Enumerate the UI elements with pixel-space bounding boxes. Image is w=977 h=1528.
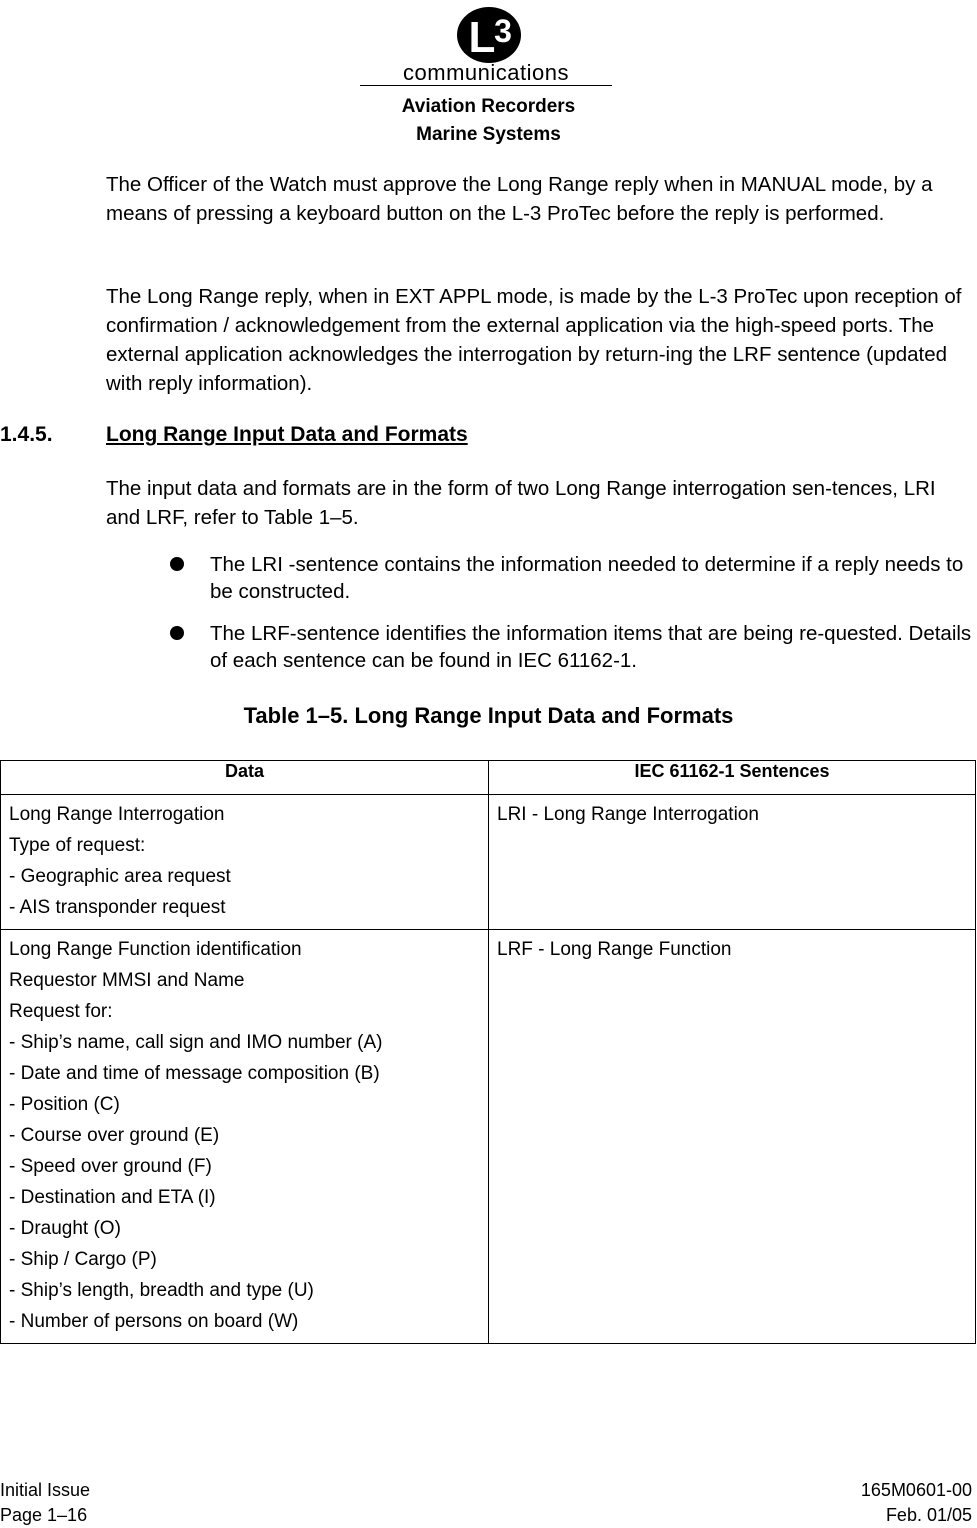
cell-line: Requestor MMSI and Name	[9, 970, 245, 991]
data-cell	[1, 795, 489, 930]
data-table	[0, 760, 976, 1344]
cell-line: LRF - Long Range Function	[497, 939, 732, 960]
footer-doc-number: 165M0601-00	[860, 1480, 972, 1500]
bullet-text: The LRF-sentence identifies the information items that are being re-quested. Details of each sentence can be found in IEC 61162-1.	[210, 622, 972, 672]
sentence-cell	[489, 930, 976, 1344]
footer-date: Feb. 01/05	[885, 1505, 972, 1525]
paragraph-manual-mode: The Officer of the Watch must approve the Long Range reply when in MANUAL mode, by a means of pressing a keyboard button on the L-3 ProTec before the reply is performed.	[106, 173, 933, 225]
header-data: Data	[1, 761, 489, 795]
logo-divider	[360, 85, 612, 86]
cell-line: - Number of persons on board (W)	[9, 1311, 299, 1332]
cell-line: Request for:	[9, 1001, 113, 1022]
cell-line: Long Range Interrogation	[9, 804, 225, 825]
cell-line: - Ship’s length, breadth and type (U)	[9, 1280, 314, 1301]
page-footer	[0, 1478, 977, 1528]
cell-line: - Position (C)	[9, 1094, 120, 1115]
cell-line: - Course over ground (E)	[9, 1125, 220, 1146]
table-header-row	[1, 761, 976, 795]
data-cell	[1, 930, 489, 1344]
paragraph-input-data: The input data and formats are in the form of two Long Range interrogation sen-tences, LRI and LRF, refer to Table 1–5.	[106, 477, 936, 529]
section-title: Long Range Input Data and Formats	[106, 423, 468, 446]
cell-line: - AIS transponder request	[9, 897, 226, 918]
paragraph-ext-appl-mode: The Long Range reply, when in EXT APPL mode, is made by the L-3 ProTec upon reception of confirmation / acknowledgement from the external application via the high-speed ports. The external application acknowledges the interrogation by return-ing the LRF sentence (updated with reply information).	[106, 285, 962, 395]
cell-line: - Draught (O)	[9, 1218, 121, 1239]
bullet-dot-icon	[170, 626, 184, 640]
l3-logo-icon	[456, 6, 522, 64]
header-line-marine: Marine Systems	[416, 124, 561, 145]
footer-page-number: Page 1–16	[0, 1505, 88, 1525]
table-row	[1, 795, 976, 930]
cell-line: Type of request:	[9, 835, 146, 856]
cell-line: Long Range Function identification	[9, 939, 302, 960]
bullet-dot-icon	[170, 557, 184, 571]
footer-left	[0, 1478, 90, 1528]
footer-issue: Initial Issue	[0, 1480, 91, 1500]
cell-line: - Date and time of message composition (B)	[9, 1063, 380, 1084]
cell-line: - Ship’s name, call sign and IMO number (A)	[9, 1032, 383, 1053]
header-sentences: IEC 61162-1 Sentences	[489, 761, 976, 795]
table-row	[1, 930, 976, 1344]
table-caption: Table 1–5. Long Range Input Data and Formats	[243, 703, 734, 728]
svg-text:L: L	[468, 13, 496, 62]
cell-line: - Geographic area request	[9, 866, 231, 887]
section-number: 1.4.5.	[0, 423, 53, 446]
cell-line: - Speed over ground (F)	[9, 1156, 212, 1177]
header-line-aviation: Aviation Recorders	[401, 96, 576, 117]
bullet-text: The LRI -sentence contains the information needed to determine if a reply needs to be constructed.	[210, 553, 964, 603]
svg-text:3: 3	[494, 13, 512, 49]
page-header	[0, 0, 977, 150]
footer-right	[861, 1478, 972, 1528]
sentence-cell	[489, 795, 976, 930]
cell-line: - Ship / Cargo (P)	[9, 1249, 157, 1270]
cell-line: LRI - Long Range Interrogation	[497, 804, 759, 825]
cell-line: - Destination and ETA (I)	[9, 1187, 216, 1208]
logo-wordmark: communications	[403, 60, 569, 85]
